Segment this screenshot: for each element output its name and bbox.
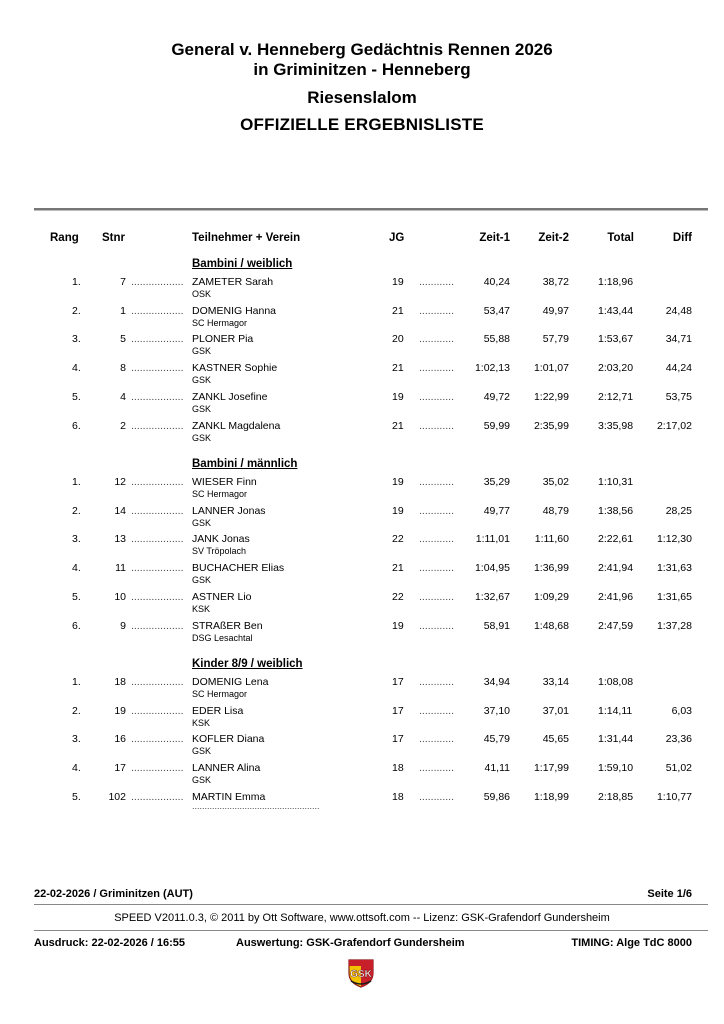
birth-year: 22 — [392, 533, 404, 545]
rank: 4. — [72, 362, 81, 374]
dot-leader: ............ — [419, 676, 455, 688]
birth-year: 17 — [392, 733, 404, 745]
time-run-1: 59,86 — [483, 791, 510, 803]
birth-year: 21 — [392, 362, 404, 374]
logo-text: GSK — [350, 969, 372, 980]
start-number: 4 — [120, 391, 126, 403]
time-run-1: 55,88 — [483, 333, 510, 345]
dot-leader: .................. — [131, 562, 184, 574]
rank: 3. — [72, 733, 81, 745]
participant-name: JANK Jonas — [192, 533, 250, 545]
rank: 3. — [72, 533, 81, 545]
dot-leader: .................. — [131, 391, 184, 403]
time-difference: 53,75 — [665, 391, 692, 403]
club-logo-icon — [345, 957, 377, 989]
rank: 1. — [72, 676, 81, 688]
time-run-1: 35,29 — [483, 476, 510, 488]
time-run-2: 1:48,68 — [533, 620, 569, 632]
time-run-1: 53,47 — [483, 305, 510, 317]
participant-name: ZAMETER Sarah — [192, 276, 274, 288]
dot-leader: .................. — [131, 676, 184, 688]
total-time: 1:31,44 — [598, 733, 634, 745]
time-run-2: 35,02 — [542, 476, 569, 488]
participant-name: LANNER Jonas — [192, 505, 266, 517]
total-time: 1:43,44 — [598, 305, 634, 317]
dot-leader: ............ — [419, 705, 455, 717]
participant-name: EDER Lisa — [192, 705, 244, 717]
time-difference: 1:31,63 — [656, 562, 692, 574]
dot-leader: ............ — [419, 533, 455, 545]
participant-club: DSG Lesachtal — [192, 633, 253, 643]
dot-leader: .................. — [131, 733, 184, 745]
rank: 2. — [72, 305, 81, 317]
time-run-1: 1:02,13 — [474, 362, 510, 374]
time-difference: 1:10,77 — [656, 791, 692, 803]
category-title: Kinder 8/9 / weiblich — [192, 658, 303, 670]
column-header-zeit1: Zeit-1 — [479, 232, 510, 244]
start-number: 12 — [114, 476, 126, 488]
footer-divider-2 — [34, 930, 708, 931]
start-number: 5 — [120, 333, 126, 345]
time-run-2: 1:01,07 — [533, 362, 569, 374]
start-number: 1 — [120, 305, 126, 317]
footer-date-place: 22-02-2026 / Griminitzen (AUT) — [34, 888, 193, 900]
time-run-2: 1:36,99 — [533, 562, 569, 574]
birth-year: 20 — [392, 333, 404, 345]
time-difference: 1:12,30 — [656, 533, 692, 545]
dot-leader: ............ — [419, 276, 455, 288]
column-header-total: Total — [607, 232, 634, 244]
participant-club: SV Tröpolach — [192, 546, 247, 556]
participant-name: LANNER Alina — [192, 762, 261, 774]
participant-club: GSK — [192, 346, 212, 356]
footer-page-number: Seite 1/6 — [647, 888, 692, 900]
time-run-1: 45,79 — [483, 733, 510, 745]
participant-club: GSK — [192, 775, 212, 785]
time-difference: 34,71 — [665, 333, 692, 345]
time-run-1: 1:04,95 — [474, 562, 510, 574]
birth-year: 21 — [392, 305, 404, 317]
participant-name: WIESER Finn — [192, 476, 257, 488]
time-difference: 1:31,65 — [656, 591, 692, 603]
footer-timing: TIMING: Alge TdC 8000 — [571, 937, 692, 949]
dot-leader: ............ — [419, 620, 455, 632]
participant-name: MARTIN Emma — [192, 791, 266, 803]
column-header-stnr: Stnr — [102, 232, 125, 244]
time-run-2: 1:22,99 — [533, 391, 569, 403]
dot-leader: .................. — [131, 705, 184, 717]
total-time: 2:22,61 — [598, 533, 634, 545]
rank: 1. — [72, 276, 81, 288]
dot-leader: .................. — [131, 762, 184, 774]
total-time: 1:53,67 — [598, 333, 634, 345]
participant-name: PLONER Pia — [192, 333, 254, 345]
start-number: 9 — [120, 620, 126, 632]
time-run-1: 1:32,67 — [474, 591, 510, 603]
participant-name: ZANKL Josefine — [192, 391, 268, 403]
dot-leader: .................. — [131, 476, 184, 488]
time-run-2: 1:18,99 — [533, 791, 569, 803]
time-difference: 2:17,02 — [656, 420, 692, 432]
footer-evaluation: Auswertung: GSK-Grafendorf Gundersheim — [236, 937, 465, 949]
time-run-2: 57,79 — [542, 333, 569, 345]
total-time: 1:59,10 — [598, 762, 634, 774]
dot-leader: ............ — [419, 420, 455, 432]
participant-name: DOMENIG Hanna — [192, 305, 277, 317]
participant-club: GSK — [192, 433, 212, 443]
dot-leader: .................. — [131, 362, 184, 374]
participant-club: SC Hermagor — [192, 689, 248, 699]
column-header-zeit2: Zeit-2 — [538, 232, 569, 244]
start-number: 2 — [120, 420, 126, 432]
footer-software-license: SPEED V2011.0.3, © 2011 by Ott Software, www.ottsoft.com -- Lizenz: GSK-Grafendorf Gundersheim — [114, 912, 610, 924]
column-header-jg: JG — [389, 232, 405, 244]
dot-leader: ............ — [419, 476, 455, 488]
time-run-2: 1:09,29 — [533, 591, 569, 603]
total-time: 2:12,71 — [598, 391, 634, 403]
dot-leader: .................. — [131, 276, 184, 288]
birth-year: 17 — [392, 705, 404, 717]
time-run-1: 49,77 — [483, 505, 510, 517]
footer-divider-1 — [34, 904, 708, 905]
start-number: 11 — [115, 562, 126, 574]
participant-name: ASTNER Lio — [192, 591, 252, 603]
participant-club: KSK — [192, 604, 211, 614]
column-header-diff: Diff — [672, 232, 692, 244]
dot-leader: .................. — [131, 333, 184, 345]
time-run-1: 58,91 — [483, 620, 510, 632]
time-run-1: 1:11,01 — [475, 533, 510, 545]
dot-leader: ............ — [419, 391, 455, 403]
total-time: 2:18,85 — [598, 791, 634, 803]
dot-leader: ............ — [419, 791, 455, 803]
birth-year: 18 — [392, 791, 404, 803]
birth-year: 17 — [392, 676, 404, 688]
start-number: 18 — [114, 676, 126, 688]
time-difference: 24,48 — [665, 305, 692, 317]
participant-name: BUCHACHER Elias — [192, 562, 285, 574]
dot-leader: ............ — [419, 591, 455, 603]
time-difference: 1:37,28 — [656, 620, 692, 632]
birth-year: 19 — [392, 476, 404, 488]
dot-leader: ............ — [419, 505, 455, 517]
start-number: 8 — [120, 362, 126, 374]
rank: 4. — [72, 562, 81, 574]
time-run-2: 1:17,99 — [533, 762, 569, 774]
time-run-2: 33,14 — [542, 676, 569, 688]
start-number: 17 — [114, 762, 126, 774]
footer-printed: Ausdruck: 22-02-2026 / 16:55 — [34, 937, 186, 949]
event-location: in Griminitzen - Henneberg — [253, 60, 471, 79]
header-divider — [34, 208, 708, 211]
time-run-2: 45,65 — [542, 733, 569, 745]
discipline: Riesenslalom — [307, 88, 417, 107]
dot-leader: ............ — [419, 305, 455, 317]
rank: 5. — [72, 791, 81, 803]
birth-year: 21 — [392, 562, 404, 574]
dot-leader: ............ — [419, 362, 455, 374]
start-number: 102 — [108, 791, 126, 803]
participant-club: GSK — [192, 575, 212, 585]
rank: 5. — [72, 391, 81, 403]
time-run-1: 37,10 — [483, 705, 510, 717]
participant-name: KOFLER Diana — [192, 733, 265, 745]
total-time: 2:41,96 — [598, 591, 634, 603]
start-number: 7 — [120, 276, 126, 288]
event-title: General v. Henneberg Gedächtnis Rennen 2026 — [171, 40, 553, 59]
participant-club: SC Hermagor — [192, 489, 248, 499]
rank: 1. — [72, 476, 81, 488]
birth-year: 21 — [392, 420, 404, 432]
total-time: 1:14,11 — [598, 705, 633, 717]
rank: 2. — [72, 505, 81, 517]
rank: 5. — [72, 591, 81, 603]
participant-club: GSK — [192, 375, 212, 385]
start-number: 13 — [114, 533, 126, 545]
participant-name: DOMENIG Lena — [192, 676, 269, 688]
total-time: 2:03,20 — [598, 362, 634, 374]
club-placeholder-dots: ................................................... — [192, 801, 320, 811]
total-time: 1:38,56 — [598, 505, 634, 517]
dot-leader: ............ — [419, 333, 455, 345]
dot-leader: ............ — [419, 733, 455, 745]
dot-leader: ............ — [419, 562, 455, 574]
total-time: 2:47,59 — [598, 620, 634, 632]
dot-leader: .................. — [131, 420, 184, 432]
time-run-2: 1:11,60 — [534, 533, 569, 545]
time-run-1: 59,99 — [483, 420, 510, 432]
start-number: 14 — [114, 505, 126, 517]
rank: 6. — [72, 420, 81, 432]
participant-name: STRAßER Ben — [192, 620, 263, 632]
time-run-2: 38,72 — [542, 276, 569, 288]
birth-year: 19 — [392, 620, 404, 632]
total-time: 1:10,31 — [598, 476, 634, 488]
dot-leader: .................. — [131, 533, 184, 545]
participant-club: GSK — [192, 746, 212, 756]
rank: 6. — [72, 620, 81, 632]
time-run-1: 41,11 — [484, 762, 510, 774]
dot-leader: .................. — [131, 305, 184, 317]
time-run-1: 34,94 — [483, 676, 510, 688]
dot-leader: .................. — [131, 591, 184, 603]
total-time: 1:08,08 — [598, 676, 634, 688]
time-run-2: 49,97 — [542, 305, 569, 317]
participant-name: KASTNER Sophie — [192, 362, 278, 374]
dot-leader: .................. — [131, 791, 184, 803]
participant-club: KSK — [192, 718, 211, 728]
time-difference: 51,02 — [665, 762, 692, 774]
birth-year: 19 — [392, 505, 404, 517]
category-title: Bambini / weiblich — [192, 258, 293, 270]
birth-year: 19 — [392, 276, 404, 288]
column-header-name: Teilnehmer + Verein — [192, 232, 301, 244]
category-title: Bambini / männlich — [192, 458, 298, 470]
document-title: OFFIZIELLE ERGEBNISLISTE — [240, 115, 484, 134]
total-time: 3:35,98 — [598, 420, 634, 432]
start-number: 10 — [114, 591, 126, 603]
birth-year: 19 — [392, 391, 404, 403]
dot-leader: .................. — [131, 505, 184, 517]
total-time: 2:41,94 — [598, 562, 634, 574]
column-header-rang: Rang — [50, 232, 79, 244]
birth-year: 18 — [392, 762, 404, 774]
time-run-2: 37,01 — [542, 705, 569, 717]
participant-name: ZANKL Magdalena — [192, 420, 281, 432]
time-difference: 23,36 — [665, 733, 692, 745]
participant-club: GSK — [192, 518, 212, 528]
time-run-2: 48,79 — [542, 505, 569, 517]
rank: 4. — [72, 762, 81, 774]
time-difference: 44,24 — [665, 362, 692, 374]
rank: 2. — [72, 705, 81, 717]
time-run-1: 40,24 — [483, 276, 510, 288]
time-difference: 6,03 — [671, 705, 692, 717]
dot-leader: .................. — [131, 620, 184, 632]
time-run-2: 2:35,99 — [533, 420, 569, 432]
total-time: 1:18,96 — [598, 276, 634, 288]
start-number: 16 — [114, 733, 126, 745]
rank: 3. — [72, 333, 81, 345]
participant-club: SC Hermagor — [192, 318, 248, 328]
participant-club: GSK — [192, 404, 212, 414]
dot-leader: ............ — [419, 762, 455, 774]
start-number: 19 — [114, 705, 126, 717]
birth-year: 22 — [392, 591, 404, 603]
participant-club: OSK — [192, 289, 212, 299]
time-difference: 28,25 — [665, 505, 692, 517]
time-run-1: 49,72 — [483, 391, 510, 403]
